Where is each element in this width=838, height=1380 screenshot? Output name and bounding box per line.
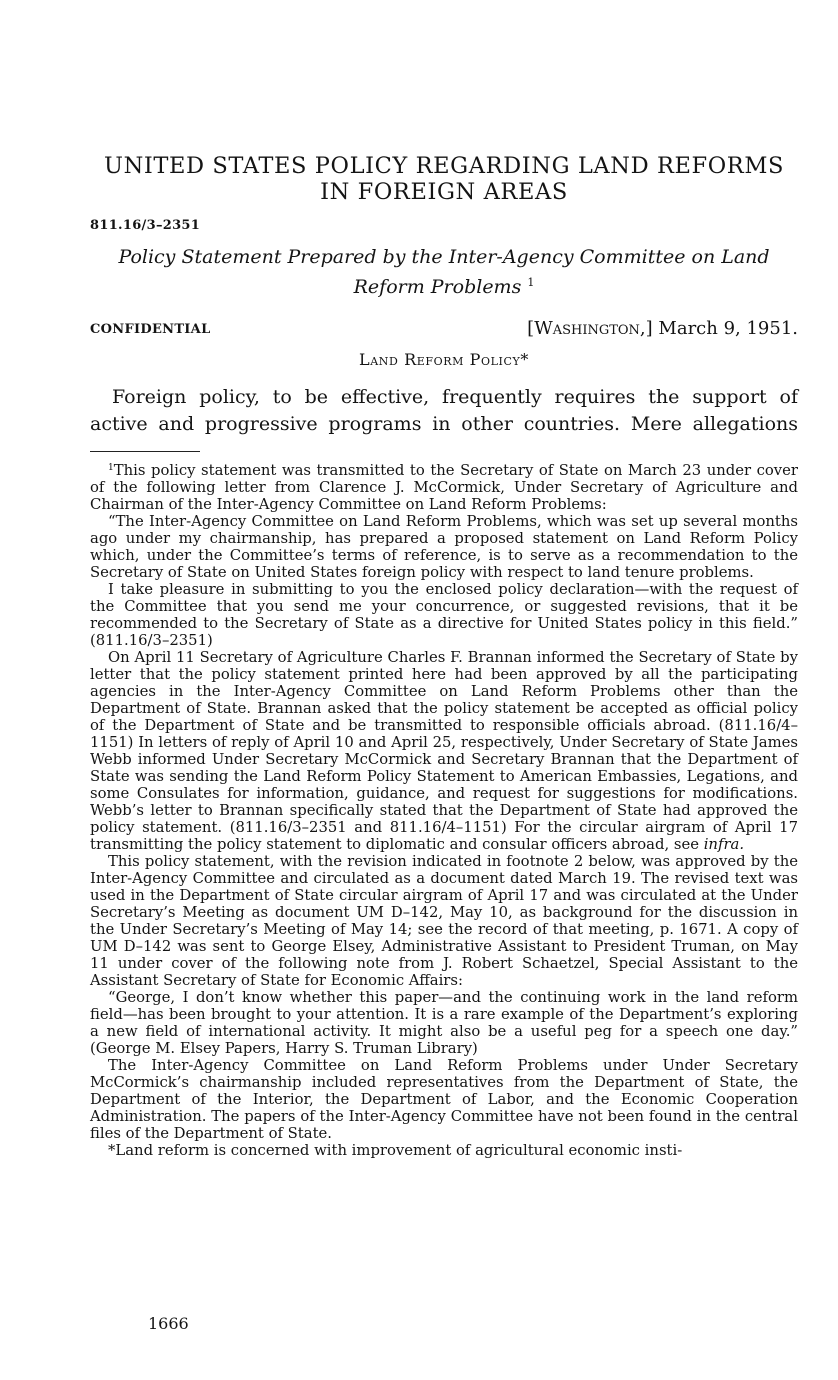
footnote-paragraph: “George, I don’t know whether this paper—and the continuing work in the land reform field—has been brought to your attention. It is a rare example of the Department’s exploring a new field of international activity. It might also be a useful peg for a speech one day.” (George M. Elsey Papers, Harry S. Truman Library) xyxy=(90,989,798,1057)
footnote-paragraph: I take pleasure in submitting to you the enclosed policy declaration—with the request of the Committee that you send me your concurrence, or suggested revisions, that it be recommended to the Secretary of State as a directive for United States policy in this field.” (811.16/3–2351) xyxy=(90,581,798,649)
classification-dateline-row xyxy=(90,318,798,342)
dateline xyxy=(527,318,798,339)
dateline-place: [Washington,] xyxy=(527,318,653,339)
footnote-paragraph: “The Inter-Agency Committee on Land Reform Problems, which was set up several months ago under my chairmanship, has prepared a proposed statement on Land Reform Policy which, under the Committee’s terms of reference, is to serve as a recommendation to the Secretary of State on United States foreign policy with respect to land tenure problems. xyxy=(90,513,798,581)
document-title xyxy=(90,153,798,205)
page-number: 1666 xyxy=(148,1314,189,1333)
classification-label: CONFIDENTIAL xyxy=(90,322,211,337)
footnote-reference: 1 xyxy=(527,276,535,289)
infra-reference: infra. xyxy=(703,836,745,853)
document-number: 811.16/3–2351 xyxy=(90,218,201,233)
footnote-marker: 1 xyxy=(108,463,114,473)
footnote-paragraph: *Land reform is concerned with improvement of agricultural economic insti- xyxy=(108,1142,683,1159)
footnote-paragraph: This policy statement, with the revision indicated in footnote 2 below, was approved by the Inter-Agency Committee and circulated as a document dated March 19. The revised text was used in the Department of State circular airgram of April 17 and was circulated at the Under Secretary’s Meeting as document UM D–142, May 10, as background for the discussion in the Under Secretary’s Meeting of May 14; see the record of that meeting, p. 1671. A copy of UM D–142 was sent to George Elsey, Administrative Assistant to President Truman, on May 11 under cover of the following note from J. Robert Schaetzel, Special Assistant to the Assistant Secretary of State for Economic Affairs: xyxy=(90,853,798,989)
body-paragraph: Foreign policy, to be effective, frequently requires the support of active and progressive programs in other countries. Mere allegations xyxy=(90,386,798,435)
section-heading: Land Reform Policy* xyxy=(359,350,529,369)
footnotes xyxy=(90,460,798,1159)
footnote-paragraph: The Inter-Agency Committee on Land Reform Problems under Under Secretary McCormick’s chairmanship included representatives from the Department of State, the Department of the Interior, the Department of Labor, and the Economic Cooperation Administration. The papers of the Inter-Agency Committee have not been found in the central files of the Department of State. xyxy=(90,1057,798,1142)
footnote-rule xyxy=(90,451,200,452)
subtitle-line-2: Reform Problems xyxy=(353,276,522,298)
footnote-paragraph: $^1$This policy statement was transmitted to the Secretary of State on March 23 under cover of the following letter from Clarence J. McCormick, Under Secretary of Agriculture and Chairman of the Inter-Agency Committee on Land Reform Problems: xyxy=(90,462,798,513)
document-subtitle xyxy=(90,244,798,300)
title-line-2: IN FOREIGN AREAS xyxy=(320,179,568,205)
title-line-1: UNITED STATES POLICY REGARDING LAND REFORMS xyxy=(104,153,784,179)
dateline-date: March 9, 1951. xyxy=(658,318,798,339)
footnote-paragraph: On April 11 Secretary of Agriculture Charles F. Brannan informed the Secretary of State by letter that the policy statement printed here had been approved by all the participating agencies in the Inter-Agency Committee on Land Reform Problems other than the Department of State. Brannan asked that the policy statement be accepted as official policy of the Department of State and be transmitted to responsible officials abroad. (811.16/4–1151) In letters of reply of April 10 and April 25, respectively, Under Secretary of State James Webb informed Under Secretary McCormick and Secretary Brannan that the Department of State was sending the Land Reform Policy Statement to American Embassies, Legations, and some Consulates for information, guidance, and request for suggestions for modifications. Webb’s letter to Brannan specifically stated that the Department of State had approved the policy statement. (811.16/3–2351 and 811.16/4–1151) For the circular airgram of April 17 transmitting the policy statement to diplomatic and consular officers abroad, see infra. xyxy=(90,649,798,853)
subtitle-line-1: Policy Statement Prepared by the Inter-Agency Committee on Land xyxy=(118,246,770,268)
